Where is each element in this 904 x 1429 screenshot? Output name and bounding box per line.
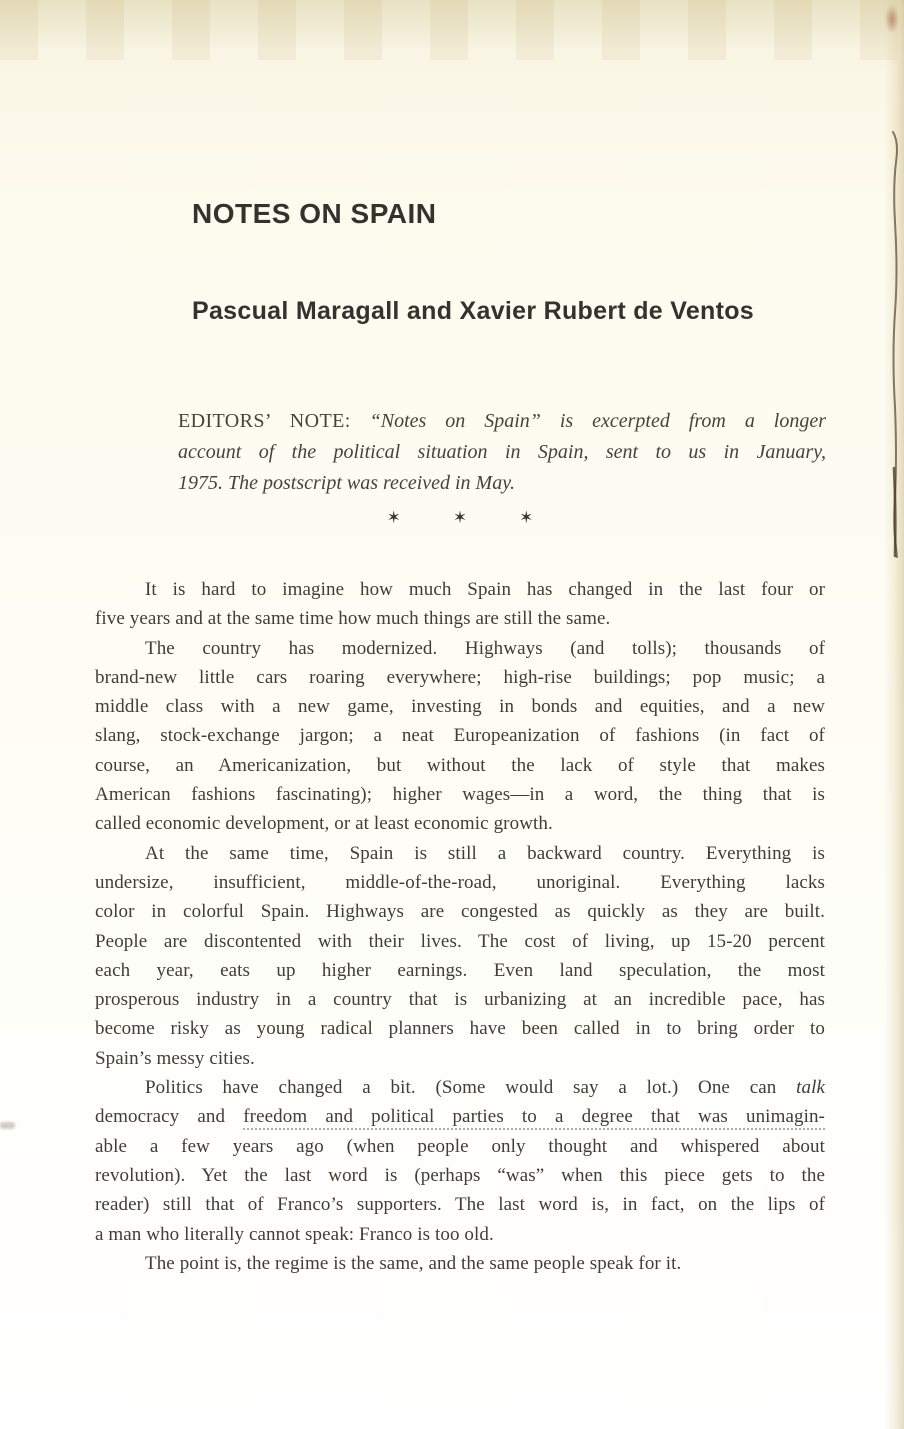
page-edge-line: [880, 0, 904, 1429]
text-line: each year, eats up higher earnings. Even land speculation, the most: [95, 959, 825, 981]
editors-note-line: account of the political situation in Spain, sent to us in January,: [178, 441, 826, 463]
text-line: [95, 1073, 825, 1102]
top-scan-band: [0, 0, 904, 60]
text-line: The country has modernized. Highways (and tolls); thousands of: [145, 637, 825, 659]
editors-note-line: 1975. The postscript was received in May.: [178, 472, 515, 494]
editors-note-line: [178, 406, 826, 437]
text-line: American fashions fascinating); higher wages—in a word, the thing that is: [95, 784, 825, 806]
authors-line: Pascual Maragall and Xavier Rubert de Ventos: [192, 297, 755, 325]
text-segment: Politics have changed a bit. (Some would say a lot.) One can: [145, 1077, 777, 1099]
text-line: middle class with a new game, investing in bonds and equities, and a new: [95, 696, 825, 718]
underlined-phrase: freedom and political parties to a degree that was unimagin-: [243, 1106, 825, 1130]
text-line: People are discontented with their lives. The cost of living, up 15-20 percent: [95, 930, 825, 952]
page-title: NOTES ON SPAIN: [192, 198, 437, 229]
text-line: Spain’s messy cities.: [95, 1047, 255, 1069]
text-line: [95, 1102, 825, 1131]
text-line: a man who literally cannot speak: Franco is too old.: [95, 1223, 494, 1245]
text-line: undersize, insufficient, middle-of-the-road, unoriginal. Everything lacks: [95, 871, 825, 893]
text-line: five years and at the same time how much things are still the same.: [95, 608, 611, 630]
editors-note: [178, 406, 826, 499]
text-line: brand-new little cars roaring everywhere; high-rise buildings; pop music; a: [95, 666, 825, 688]
corner-smudge: [885, 4, 899, 34]
editors-note-label: EDITORS’ NOTE:: [178, 410, 351, 432]
text-line: become risky as young radical planners have been called in to bring order to: [95, 1018, 825, 1040]
text-line: It is hard to imagine how much Spain has changed in the last four or: [145, 579, 825, 600]
text-line: slang, stock-exchange jargon; a neat Europeanization of fashions (in fact of: [95, 725, 825, 747]
section-separator: [95, 508, 825, 528]
text-line: color in colorful Spain. Highways are congested as quickly as they are built.: [95, 901, 825, 923]
text-line: reader) still that of Franco’s supporters. The last word is, in fact, on the lips of: [95, 1194, 825, 1216]
text-line: revolution). Yet the last word is (perhaps “was” when this piece gets to the: [95, 1164, 825, 1186]
text-line: called economic development, or at least economic growth.: [95, 813, 553, 835]
editors-note-text: “Notes on Spain” is excerpted from a longer: [369, 410, 826, 432]
separator-star: ✶: [519, 508, 534, 527]
text-line: The point is, the regime is the same, and the same people speak for it.: [145, 1252, 682, 1274]
text-line: At the same time, Spain is still a backward country. Everything is: [145, 842, 825, 864]
text-line: able a few years ago (when people only thought and whispered about: [95, 1135, 825, 1157]
italic-word: talk: [796, 1077, 825, 1099]
text-segment: democracy and: [95, 1106, 226, 1128]
separator-star: ✶: [452, 508, 468, 527]
separator-star: ✶: [386, 508, 401, 527]
text-line: prosperous industry in a country that is urbanizing at an incredible pace, has: [95, 989, 825, 1011]
left-edge-mark: [0, 1122, 15, 1129]
text-line: course, an Americanization, but without the lack of style that makes: [95, 754, 825, 776]
article-body: [95, 575, 825, 1278]
